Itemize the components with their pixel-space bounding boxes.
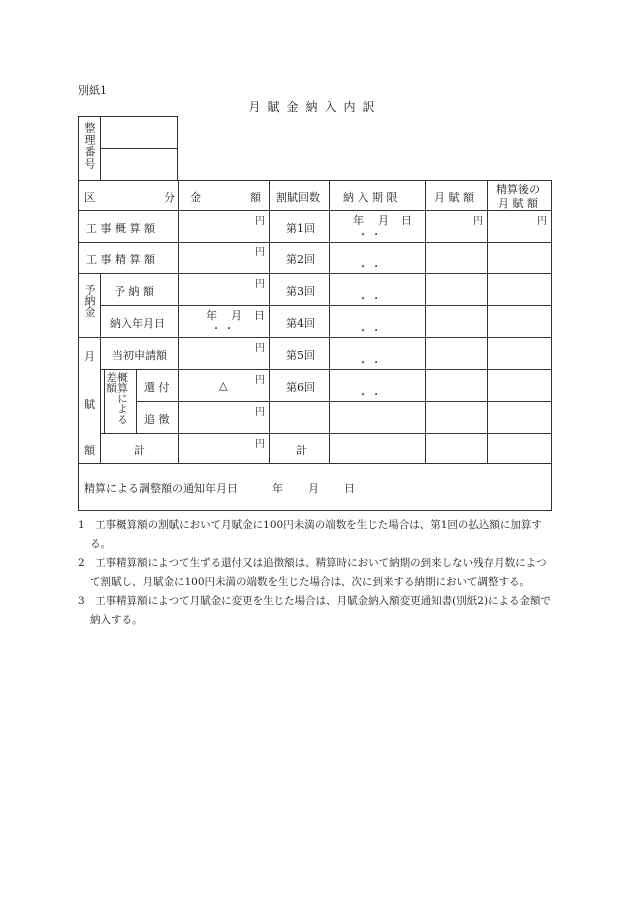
installment-5: 第5回 bbox=[286, 349, 315, 362]
installment-total-label: 計 bbox=[296, 444, 307, 457]
deadline-6-dots: ・ ・ bbox=[358, 390, 382, 401]
header-post-settlement: 精算後の bbox=[496, 183, 540, 196]
yen-unit: 円 bbox=[255, 407, 265, 418]
installment-breakdown-table bbox=[78, 180, 552, 510]
row-label-deposit-date: 納入年月日 bbox=[110, 317, 165, 330]
deadline-4-dots: ・ ・ bbox=[358, 326, 382, 337]
document-title: 月賦金納入内訳 bbox=[248, 100, 382, 114]
deadline-1-year: 年 bbox=[353, 214, 364, 227]
deposit-date-year: 年 bbox=[206, 309, 217, 322]
row-label-deposit-amount: 予 納 額 bbox=[114, 285, 154, 298]
row-label-estimated-cost: 工 事 概 算 額 bbox=[86, 222, 155, 235]
yen-unit: 円 bbox=[255, 247, 265, 258]
header-payment-deadline: 納 入 期 限 bbox=[343, 191, 398, 204]
installment-3: 第3回 bbox=[286, 285, 315, 298]
note-1: 1 工事概算額の割賦において月賦金に100円未満の端数を生じた場合は、第1回の払込額に加算する。 bbox=[78, 519, 542, 550]
header-post-settlement-amount: 月 賦 額 bbox=[498, 197, 538, 210]
yen-unit: 円 bbox=[255, 375, 265, 386]
header-kubun: 区 bbox=[84, 191, 95, 204]
row-label-settled-cost: 工 事 精 算 額 bbox=[86, 253, 155, 266]
deposit-date-day: 日 bbox=[254, 309, 265, 322]
row-label-initial-application: 当初申請額 bbox=[112, 349, 167, 362]
deposit-date-month: 月 bbox=[231, 309, 242, 322]
note-3: 3 工事精算額によつて月賦金に変更を生じた場合は、月賦金納入額変更通知書(別紙2)による金額で納入する。 bbox=[78, 595, 552, 626]
row-label-additional-charge: 追 徴 bbox=[144, 413, 170, 426]
row-label-refund: 還 付 bbox=[144, 381, 170, 394]
row-label-subtotal: 計 bbox=[134, 444, 145, 457]
installment-1: 第1回 bbox=[286, 222, 315, 235]
header-bun: 分 bbox=[164, 191, 175, 204]
yen-unit: 円 bbox=[255, 216, 265, 227]
row-group-monthly-bot: 額 bbox=[84, 444, 95, 457]
deadline-3-dots: ・ ・ bbox=[358, 294, 382, 305]
row-group-monthly-top: 月 bbox=[84, 350, 95, 363]
deposit-date-dots: ・ ・ bbox=[211, 324, 235, 335]
adjustment-notice-month: 月 bbox=[308, 482, 319, 495]
notes-section bbox=[78, 516, 554, 630]
row-group-monthly-mid: 賦 bbox=[84, 398, 95, 411]
row-group-deposit: 予納金 bbox=[83, 284, 96, 317]
adjustment-notice-year: 年 bbox=[272, 482, 283, 495]
header-gaku: 額 bbox=[250, 191, 261, 204]
note-2: 2 工事精算額によつて生ずる還付又は追徴額は、精算時において納期の到来しない残存月数によつて割賦し、月賦金に100円未満の端数を生じた場合は、次に到来する納期において調整する。 bbox=[78, 557, 547, 588]
deadline-1-dots: ・ ・ bbox=[358, 230, 382, 241]
installment-2: 第2回 bbox=[286, 253, 315, 266]
reference-number-box bbox=[78, 116, 178, 180]
row-label-difference: 概算による差額 bbox=[105, 372, 128, 425]
header-installment-count: 割賦回数 bbox=[276, 191, 320, 204]
attachment-label: 別紙1 bbox=[78, 84, 107, 97]
installment-6: 第6回 bbox=[286, 381, 315, 394]
deadline-1-month: 月 bbox=[378, 214, 389, 227]
refund-triangle: △ bbox=[219, 379, 228, 392]
reference-number-label: 整理番号 bbox=[83, 122, 96, 170]
header-monthly-amount: 月 賦 額 bbox=[434, 191, 474, 204]
yen-unit: 円 bbox=[255, 439, 265, 450]
deadline-2-dots: ・ ・ bbox=[358, 262, 382, 273]
yen-unit: 円 bbox=[255, 343, 265, 354]
installment-4: 第4回 bbox=[286, 317, 315, 330]
yen-unit: 円 bbox=[473, 216, 483, 227]
deadline-1-day: 日 bbox=[401, 214, 412, 227]
adjustment-notice-day: 日 bbox=[344, 482, 355, 495]
deadline-5-dots: ・ ・ bbox=[358, 358, 382, 369]
adjustment-notice-label: 精算による調整額の通知年月日 bbox=[84, 482, 238, 495]
header-kin: 金 bbox=[190, 191, 201, 204]
yen-unit: 円 bbox=[255, 279, 265, 290]
yen-unit: 円 bbox=[537, 216, 547, 227]
